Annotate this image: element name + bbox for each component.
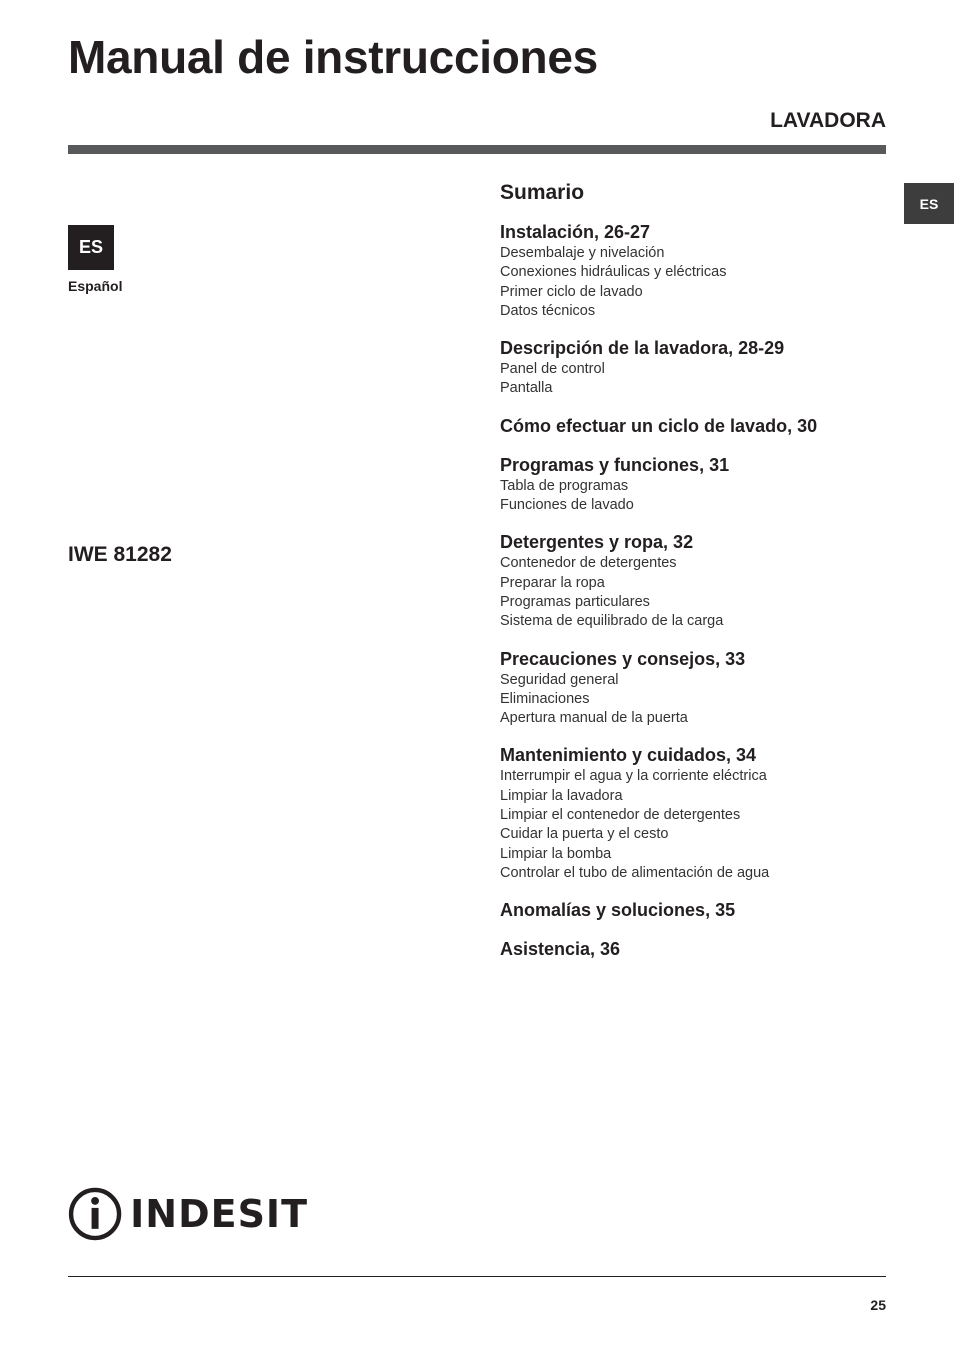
toc-section (500, 937, 886, 961)
toc-section-title: Descripción de la lavadora, 28-29 (500, 338, 785, 359)
toc-subsection: Seguridad general (500, 671, 619, 688)
toc-subsection: Controlar el tubo de alimentación de agua (500, 864, 770, 881)
toc-subsection: Conexiones hidráulicas y eléctricas (500, 264, 727, 281)
toc-section-title: Cómo efectuar un ciclo de lavado, 30 (500, 415, 818, 436)
document-subtitle: LAVADORA (770, 109, 886, 132)
toc-subsection: Limpiar la lavadora (500, 787, 623, 804)
indesit-i-icon (68, 1183, 122, 1245)
toc-section (500, 898, 886, 922)
toc-section (500, 453, 886, 516)
toc-subsection: Apertura manual de la puerta (500, 710, 688, 727)
toc-section (500, 647, 886, 729)
toc-subsection: Interrumpir el agua y la corriente eléctrica (500, 768, 767, 785)
toc-section (500, 530, 886, 631)
toc-subsection: Sistema de equilibrado de la carga (500, 613, 724, 630)
toc-section (500, 414, 886, 438)
toc-subsection: Cuidar la puerta y el cesto (500, 826, 669, 843)
toc-heading: Sumario (500, 181, 585, 204)
toc-subsection: Limpiar el contenedor de detergentes (500, 807, 741, 824)
toc-section-title: Precauciones y consejos, 33 (500, 648, 746, 669)
toc-section-list (500, 220, 886, 961)
footer-divider (68, 1276, 886, 1277)
toc-subsection: Datos técnicos (500, 302, 596, 319)
language-badge: ES (68, 225, 114, 270)
toc-subsection: Limpiar la bomba (500, 845, 612, 862)
toc-subsection: Programas particulares (500, 593, 650, 610)
toc-subsection: Pantalla (500, 380, 553, 397)
toc-section-title: Instalación, 26-27 (500, 222, 651, 242)
header-divider (68, 145, 886, 154)
toc-subsection: Panel de control (500, 361, 605, 378)
toc-section-title: Detergentes y ropa, 32 (500, 532, 694, 553)
toc-section-title: Mantenimiento y cuidados, 34 (500, 745, 757, 766)
page-title: Manual de instrucciones (68, 31, 598, 83)
table-of-contents (500, 179, 886, 976)
toc-subsection: Contenedor de detergentes (500, 555, 677, 572)
language-name: Español (68, 278, 123, 294)
toc-subsection: Funciones de lavado (500, 497, 634, 514)
page-number: 25 (870, 1297, 886, 1313)
model-number: IWE 81282 (68, 543, 172, 566)
language-side-tab: ES (904, 183, 954, 224)
toc-section (500, 220, 886, 321)
toc-section (500, 336, 886, 399)
toc-section (500, 743, 886, 883)
brand-wordmark: INDESIT (130, 1192, 308, 1236)
toc-subsection: Primer ciclo de lavado (500, 283, 643, 300)
toc-subsection: Preparar la ropa (500, 574, 605, 591)
toc-section-title: Anomalías y soluciones, 35 (500, 900, 736, 921)
toc-section-title: Asistencia, 36 (500, 939, 621, 960)
toc-section-title: Programas y funciones, 31 (500, 454, 730, 475)
brand-logo (68, 1183, 308, 1245)
toc-subsection: Desembalaje y nivelación (500, 245, 665, 261)
toc-subsection: Tabla de programas (500, 477, 629, 494)
toc-subsection: Eliminaciones (500, 690, 590, 707)
